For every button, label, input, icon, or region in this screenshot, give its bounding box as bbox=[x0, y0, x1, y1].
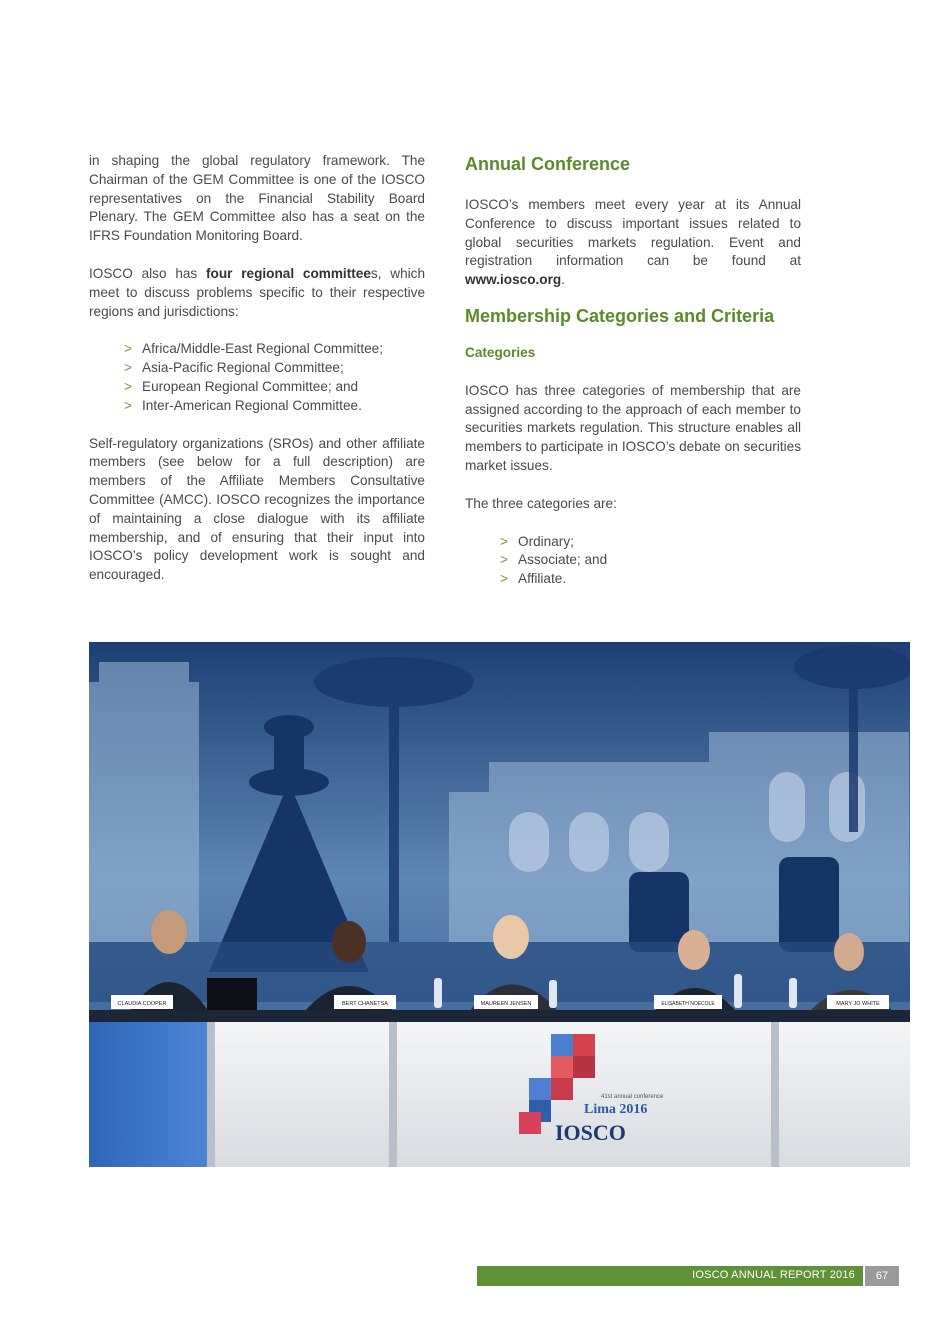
list-item: > European Regional Committee; and bbox=[124, 378, 425, 397]
bullet-chevron-icon: > bbox=[124, 397, 132, 413]
nameplate-white: MARY JO WHITE bbox=[836, 1001, 880, 1007]
list-item: > Africa/Middle-East Regional Committee; bbox=[124, 340, 425, 359]
bullet-chevron-icon: > bbox=[500, 552, 508, 568]
bullet-chevron-icon: > bbox=[124, 378, 132, 394]
page-footer bbox=[477, 1266, 899, 1286]
membership-categories-list bbox=[465, 533, 801, 589]
governance-paragraph: in shaping the global regulatory framework. The Chairman of the GEM Committee is one of the IOSCO representatives on the Financial Stability Board Plenary. The GEM Committee also has a seat on the IFRS Foundation Monitoring Board. bbox=[89, 153, 425, 244]
logo-conference-line: 41st annual conference bbox=[601, 1094, 664, 1100]
conference-panel-photo bbox=[89, 642, 910, 1167]
list-item: > Associate; and bbox=[500, 551, 801, 570]
categories-subheading: Categories bbox=[465, 344, 536, 360]
amcc-paragraph: Self-regulatory organizations (SROs) and other affiliate members (see below for a full description) are members of the Affiliate Members Consultative Committee (AMCC). IOSCO recognizes the importance of maintaining a close dialogue with its affiliate membership, and of ensuring that their input into IOSCO’s policy development work is sought and encouraged. bbox=[89, 435, 425, 583]
right-column bbox=[465, 152, 801, 589]
list-item: > Asia-Pacific Regional Committee; bbox=[124, 359, 425, 378]
nameplate-cooper: CLAUDIA COOPER bbox=[117, 1001, 167, 1007]
bullet-chevron-icon: > bbox=[500, 571, 508, 587]
left-column bbox=[89, 152, 425, 585]
regional-committees-list bbox=[89, 340, 425, 415]
list-item: > Inter-American Regional Committee. bbox=[124, 397, 425, 416]
annual-conference-paragraph: IOSCO’s members meet every year at its Annual Conference to discuss important issues related to global securities markets regulation. Event and registration information can be found at www.iosco.org. bbox=[465, 197, 801, 288]
categories-paragraph: IOSCO has three categories of membership that are assigned according to the approach of each member to securities markets regulation. This structure enables all members to participate in IOSCO’s debate on securities market issues. bbox=[465, 382, 801, 473]
bullet-chevron-icon: > bbox=[124, 360, 132, 376]
list-item: > Affiliate. bbox=[500, 570, 801, 589]
membership-heading: Membership Categories and Criteria bbox=[465, 305, 775, 326]
regional-committees-emphasis: four regional committee bbox=[206, 265, 371, 281]
list-item: > Ordinary; bbox=[500, 533, 801, 552]
bullet-chevron-icon: > bbox=[500, 533, 508, 549]
nameplate-chanetsa: BERT CHANETSA bbox=[342, 1001, 388, 1007]
iosco-logo-text: IOSCO bbox=[555, 1120, 626, 1145]
bullet-chevron-icon: > bbox=[124, 341, 132, 357]
logo-lima-line: Lima 2016 bbox=[584, 1102, 648, 1117]
nameplate-noecole: ELISABETH NOECOLE bbox=[661, 1001, 715, 1007]
nameplate-jensen: MAUREEN JENSEN bbox=[480, 1001, 532, 1007]
regional-committees-intro: IOSCO also has four regional committees, which meet to discuss problems specific to their respective regions and jurisdictions: bbox=[89, 265, 426, 319]
iosco-website-link[interactable]: www.iosco.org bbox=[465, 272, 562, 288]
annual-conference-heading: Annual Conference bbox=[465, 154, 631, 174]
report-title: IOSCO ANNUAL REPORT 2016 bbox=[692, 1269, 855, 1281]
page-number: 67 bbox=[865, 1266, 899, 1286]
three-categories-intro: The three categories are: bbox=[465, 495, 617, 511]
